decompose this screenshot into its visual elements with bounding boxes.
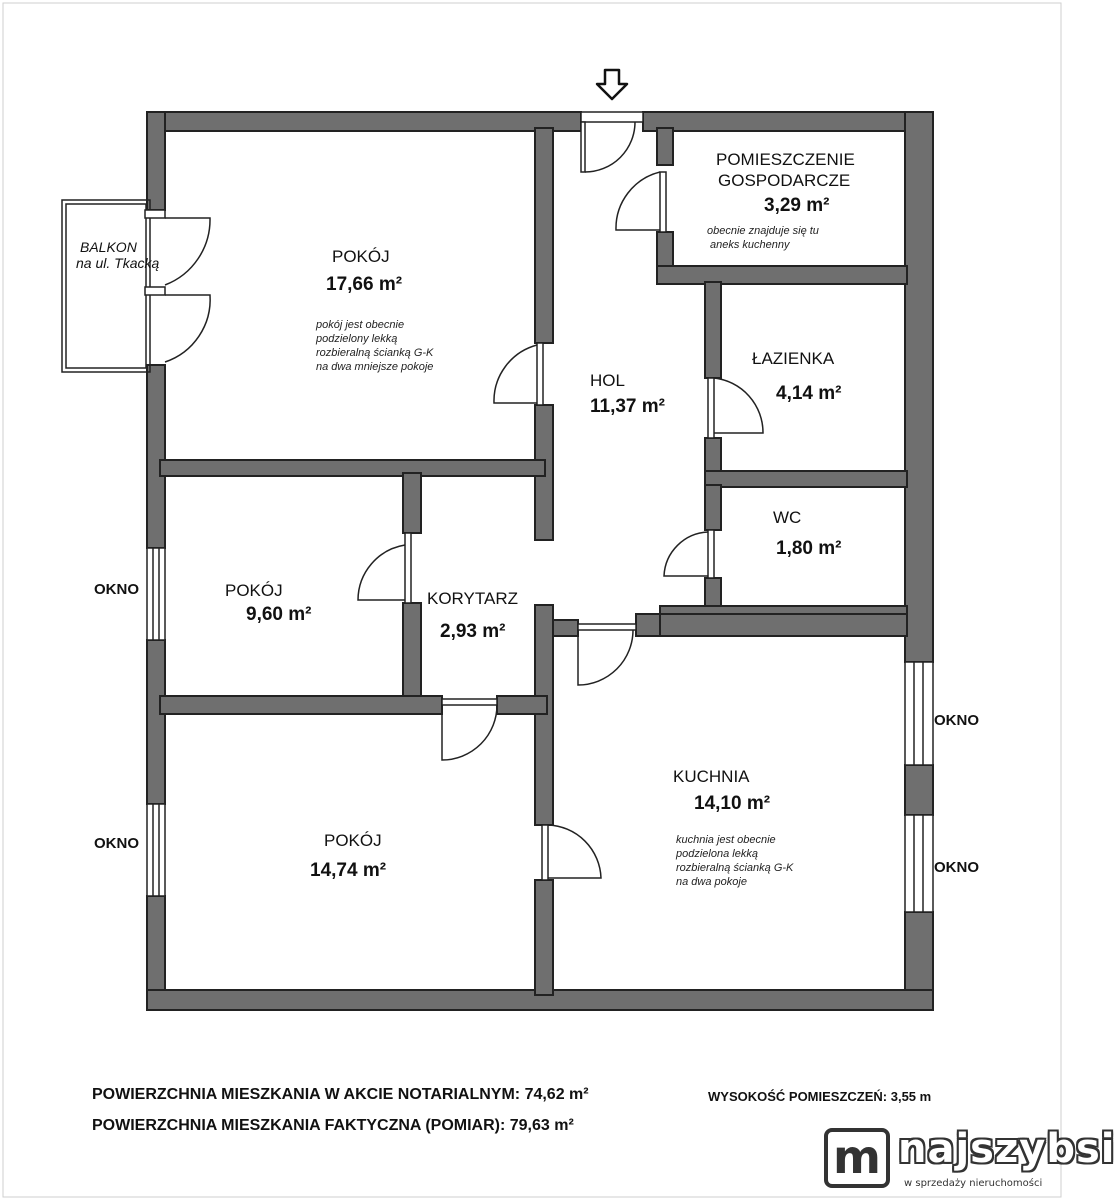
entry-arrow-icon bbox=[597, 70, 627, 99]
summary-notarial: POWIERZCHNIA MIESZKANIA W AKCIE NOTARIALNYM: 74,62 m² bbox=[92, 1086, 589, 1103]
gospodarcze-note-2: aneks kuchenny bbox=[710, 239, 790, 251]
door-gospodarcze bbox=[616, 172, 666, 232]
balkon-label-2: na ul. Tkacką bbox=[76, 255, 160, 271]
walls bbox=[147, 112, 933, 1010]
balkon bbox=[62, 200, 150, 372]
lazienka-name: ŁAZIENKA bbox=[752, 349, 835, 368]
door-entry bbox=[581, 112, 643, 172]
wall-right-2 bbox=[905, 765, 933, 815]
korytarz-name: KORYTARZ bbox=[427, 589, 518, 608]
wall-korytarz-top bbox=[403, 473, 421, 533]
wall-top-right bbox=[643, 112, 933, 131]
korytarz-area: 2,93 m² bbox=[440, 621, 506, 642]
logo-mark-box bbox=[824, 1128, 890, 1188]
window-left-pokoj2 bbox=[147, 548, 165, 640]
okno-label-right-1: OKNO bbox=[934, 712, 979, 729]
wall-kuchnia-left-b bbox=[535, 880, 553, 995]
wall-pokoj1-bottom bbox=[160, 460, 545, 476]
window-right-kuchnia-2 bbox=[905, 815, 933, 912]
wall-gosp-left-a bbox=[657, 128, 673, 165]
najszybsi-logo bbox=[824, 1126, 1116, 1196]
door-pokoj2 bbox=[358, 533, 411, 603]
wall-gosp-bottom bbox=[657, 266, 907, 284]
kuchnia-note-1: kuchnia jest obecnie bbox=[676, 834, 776, 846]
wc-area: 1,80 m² bbox=[776, 538, 842, 559]
kuchnia-note-4: na dwa pokoje bbox=[676, 876, 747, 888]
summary-actual: POWIERZCHNIA MIESZKANIA FAKTYCZNA (POMIAR): 79,63 m² bbox=[92, 1117, 574, 1134]
okno-label-right-2: OKNO bbox=[934, 859, 979, 876]
door-kuchnia-top bbox=[578, 624, 636, 685]
door-kuchnia-left bbox=[542, 825, 601, 880]
wall-top-left bbox=[147, 112, 581, 131]
lazienka-area: 4,14 m² bbox=[776, 383, 842, 404]
door-pokoj3 bbox=[442, 699, 497, 760]
pokoj2-area: 9,60 m² bbox=[246, 604, 312, 625]
gospodarcze-name-2: GOSPODARCZE bbox=[718, 171, 851, 190]
wall-lazienka-left-b bbox=[705, 438, 721, 473]
balkon-label-1: BALKON bbox=[80, 239, 137, 255]
kuchnia-name: KUCHNIA bbox=[673, 767, 750, 786]
gospodarcze-area: 3,29 m² bbox=[764, 195, 830, 216]
door-balkon-1 bbox=[145, 210, 210, 285]
logo-mark: m bbox=[833, 1130, 881, 1184]
pokoj2-name: POKÓJ bbox=[225, 581, 283, 600]
pokoj1-note-4: na dwa mniejsze pokoje bbox=[316, 361, 434, 373]
gospodarcze-name-1: POMIESZCZENIE bbox=[716, 150, 855, 169]
wall-left-2 bbox=[147, 365, 165, 548]
pokoj3-name: POKÓJ bbox=[324, 831, 382, 850]
pokoj1-note-3: rozbieralną ścianką G-K bbox=[316, 347, 434, 359]
wall-wc-left-a bbox=[705, 485, 721, 530]
wall-kuchnia-top-mid bbox=[660, 614, 907, 636]
kuchnia-note-3: rozbieralną ścianką G-K bbox=[676, 862, 794, 874]
door-wc bbox=[664, 530, 714, 578]
wall-lazienka-left-a bbox=[705, 282, 721, 378]
wall-lazienka-bottom bbox=[705, 471, 907, 487]
doors bbox=[145, 112, 763, 880]
logo-brand: najszybsi bbox=[898, 1126, 1116, 1172]
wc-name: WC bbox=[773, 508, 802, 527]
summary-height: WYSOKOŚĆ POMIESZCZEŃ: 3,55 m bbox=[708, 1089, 932, 1104]
wall-left-1 bbox=[147, 112, 165, 210]
okno-label-left-2: OKNO bbox=[94, 835, 139, 852]
pokoj1-name: POKÓJ bbox=[332, 247, 390, 266]
door-pokoj1 bbox=[494, 343, 543, 405]
wall-pokoj3-top-right bbox=[497, 696, 547, 714]
pokoj1-note-1: pokój jest obecnie bbox=[316, 319, 405, 331]
hol-area: 11,37 m² bbox=[590, 396, 665, 417]
logo-tagline: w sprzedaży nieruchomości bbox=[904, 1178, 1043, 1189]
door-lazienka bbox=[708, 378, 763, 438]
okno-label-left-1: OKNO bbox=[94, 581, 139, 598]
window-right-kuchnia-1 bbox=[905, 662, 933, 765]
kuchnia-area: 14,10 m² bbox=[694, 793, 771, 814]
wall-pokoj1-right-a bbox=[535, 128, 553, 343]
pokoj3-area: 14,74 m² bbox=[310, 860, 387, 881]
wall-left-3 bbox=[147, 640, 165, 804]
door-balkon-2 bbox=[145, 287, 210, 362]
gospodarcze-note-1: obecnie znajduje się tu bbox=[707, 225, 819, 237]
hol-name: HOL bbox=[590, 371, 625, 390]
pokoj1-area: 17,66 m² bbox=[326, 274, 403, 295]
pokoj1-note-2: podzielony lekką bbox=[316, 333, 398, 345]
wall-right-1 bbox=[905, 112, 933, 662]
kuchnia-note-2: podzielona lekką bbox=[676, 848, 758, 860]
window-left-pokoj3 bbox=[147, 804, 165, 896]
wall-pokoj2-bottom bbox=[160, 696, 442, 714]
